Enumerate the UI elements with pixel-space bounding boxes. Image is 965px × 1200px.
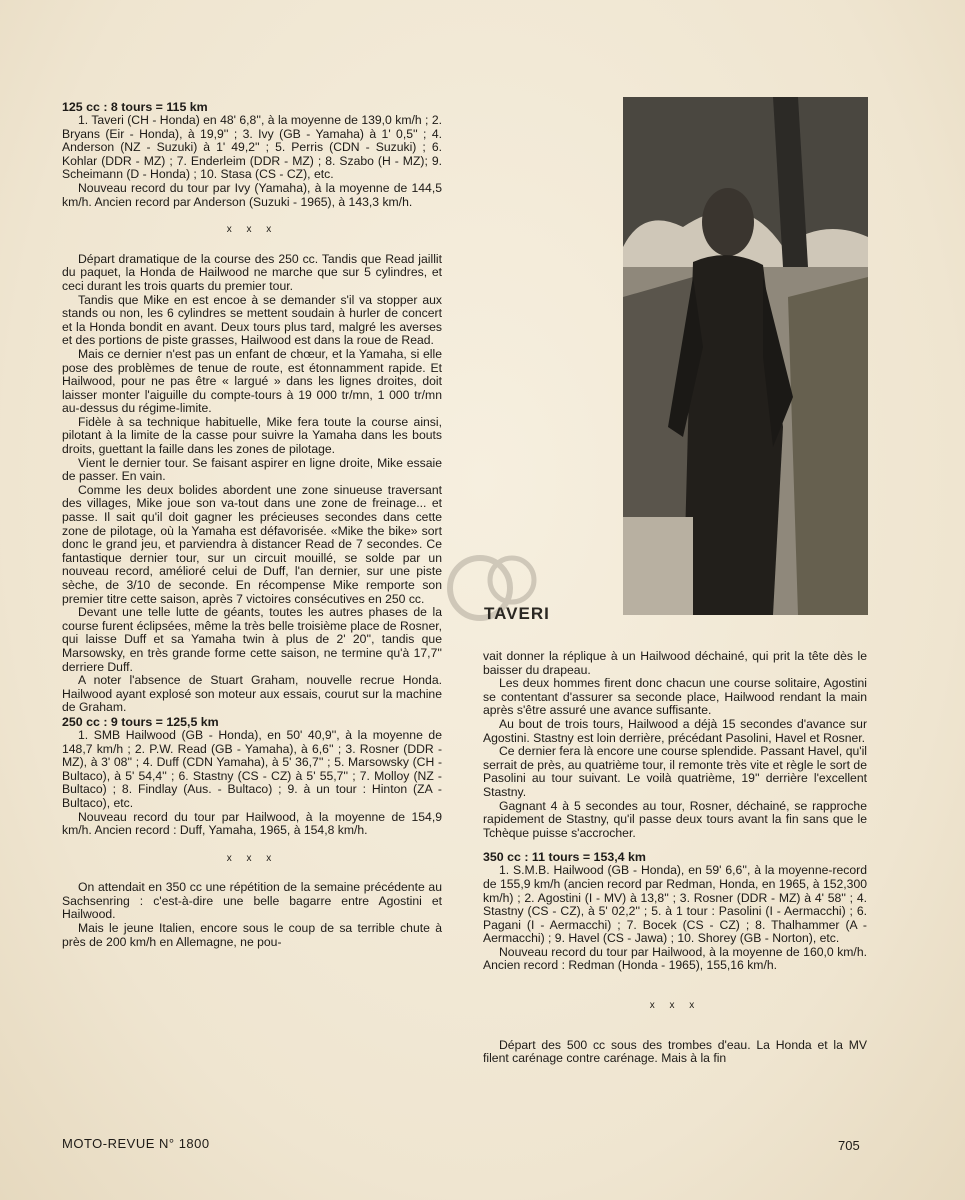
paragraph: Départ des 500 cc sous des trombes d'eau. La Honda et la MV filent carénage contre carénage. Mais à la fin bbox=[483, 1037, 867, 1066]
right-column bbox=[483, 650, 867, 1066]
record-125cc: Nouveau record du tour par Ivy (Yamaha), à la moyenne de 144,5 km/h. Ancien record par Anderson (Suzuki - 1965), à 143,3 km/h. bbox=[62, 180, 442, 209]
record-350cc: Nouveau record du tour par Hailwood, à la moyenne de 160,0 km/h. Ancien record : Redman (Honda - 1965), 155,16 km/h. bbox=[483, 944, 867, 973]
paragraph: vait donner la réplique à un Hailwood déchainé, qui prit la tête dès le baisser du drapeau. bbox=[483, 649, 867, 677]
results-250cc: 1. SMB Hailwood (GB - Honda), en 50' 40,9'', à la moyenne de 148,7 km/h ; 2. P.W. Read (GB - Yamaha), à 6,6'' ; 3. Rosner (DDR - MZ), à 3' 08'' ; 4. Duff (CDN Yamaha), à 5' 36,7'' ; 5. Marsowsky (CH - Bultaco), à 5' 54,4'' ; 6. Stastny (CS - CZ) à 5' 55,7'' ; 7. Molloy (NZ - Bultaco) ; 8. Findlay (Aus. - Bultaco) ; 9. à un tour : Hinton (ZA - Bultaco), etc. bbox=[62, 727, 442, 810]
results-350cc: 1. S.M.B. Hailwood (GB - Honda), en 59' 6,6'', à la moyenne-record de 155,9 km/h (ancien record par Redman, Honda, en 1965, à 152,300 km/h) ; 2. Agostini (I - MV) à 13,8'' ; 3. Rosner (DDR - MZ) à 4' 58'' ; 4. Stastny (CS - CZ), à 5' 02,2'' ; 5. à 1 tour : Pasolini (I - Aermacchi) ; 6. Pagani (I - Aermacchi) ; 7. Bocek (CS - CZ) ; 8. Thalhammer (A - Aermacchi) ; 9. Havel (CS - Jawa) ; 10. Shorey (GB - Norton), etc. bbox=[483, 863, 867, 946]
paragraph: Devant une telle lutte de géants, toutes les autres phases de la course furent éclipsées, même la très belle troisième place de Rosner, qui laisse Duff et sa Yamaha twin à plus de 2' 20'', tandis que Marsowsky, en très grande forme cette saison, ne termine qu'à 17,7'' derriere Duff. bbox=[62, 605, 442, 674]
paragraph: Mais ce dernier n'est pas un enfant de chœur, et la Yamaha, si elle pose des problèmes de tenue de route, est étonnamment rapide. Et Hailwood, pour ne pas être « largué » dans les lignes droites, doit laisser monter l'aiguille du compte-tours à 19 000 tr/mn, 1 000 tr/mn au-dessus du régime-limite. bbox=[62, 346, 442, 416]
heading-125cc: 125 cc : 8 tours = 115 km bbox=[62, 100, 208, 114]
photo-taveri bbox=[623, 97, 868, 615]
paragraph: A noter l'absence de Stuart Graham, nouvelle recrue Honda. Hailwood ayant explosé son moteur aux essais, courut sur la machine de Graham. bbox=[62, 673, 442, 715]
heading-250cc: 250 cc : 9 tours = 125,5 km bbox=[62, 714, 219, 729]
results-125cc: 1. Taveri (CH - Honda) en 48' 6,8'', à la moyenne de 139,0 km/h ; 2. Bryans (Eir - Honda), à 19,9'' ; 3. Ivy (GB - Yamaha) à 1' 0,5'' ; 4. Anderson (NZ - Suzuki) à 1' 49,2'' ; 5. Perris (CDN - Suzuki) ; 6. Kohlar (DDR - MZ) ; 7. Enderleim (DDR - MZ) ; 8. Szabo (H - MZ); 9. Scheimann (D - Honda) ; 10. Stasa (CS - CZ), etc. bbox=[62, 113, 442, 182]
paragraph: Tandis que Mike en est encoe à se demander s'il va stopper aux stands ou non, les 6 cylindres se mettent soudain à hurler de concert et la Honda bondit en avant. Deux tours plus tard, malgré les averses et des portions de piste grasses, Hailwood est dans la roue de Read. bbox=[62, 292, 442, 348]
record-250cc: Nouveau record du tour par Hailwood, à la moyenne de 154,9 km/h. Ancien record : Duff, Yamaha, 1965, à 154,8 km/h. bbox=[62, 809, 442, 838]
separator: x x x bbox=[649, 1000, 701, 1012]
paragraph: Comme les deux bolides abordent une zone sinueuse traversant des villages, Mike joue son va-tout dans une zone de freinage... et passe. Il sait qu'il doit gagner les précieuses secondes dans cette zone de pilotage, où la Yamaha est défavorisée. «Mike the bike» sort donc le grand jeu, et parviendra à distancer Read de 7 secondes. Ce fantastique dernier tour, sur un circuit mouillé, se solde par un nouveau record, amélioré celui de Duff, l'an dernier, sur une piste sèche, de 3/10 de seconde. En récompense Mike remporte son premier titre cette saison, après 7 victoires consécutives en 250 cc. bbox=[62, 482, 442, 606]
paragraph: Au bout de trois tours, Hailwood a déjà 15 secondes d'avance sur Agostini. Stastny est loin derrière, précédant Pasolini, Havel et Rosner. bbox=[483, 716, 867, 745]
paragraph: Ce dernier fera là encore une course splendide. Passant Havel, qu'il serrait de près, au quatrième tour, il remonte très vite et règle le sort de Pasolini au tour suivant. Le voilà quatrième, 19'' derrière l'excellent Stastny. bbox=[483, 744, 867, 799]
rider-photo-illustration bbox=[623, 97, 868, 615]
page-number: 705 bbox=[838, 1138, 860, 1153]
heading-350cc: 350 cc : 11 tours = 153,4 km bbox=[483, 850, 646, 865]
magazine-issue: MOTO-REVUE N° 1800 bbox=[62, 1136, 210, 1151]
left-column bbox=[62, 100, 442, 949]
paragraph: Gagnant 4 à 5 secondes au tour, Rosner, déchainé, se rapproche rapidement de Stastny, qu'il passe deux tours avant la fin sans que le Tchèque puisse s'accrocher. bbox=[483, 798, 867, 840]
paragraph: Vient le dernier tour. Se faisant aspirer en ligne droite, Mike essaie de passer. En vain. bbox=[62, 455, 442, 484]
paragraph: Les deux hommes firent donc chacun une course solitaire, Agostini se contentant d'assurer sa seconde place, Hailwood rendant la main après s'être assuré une avance suffisante. bbox=[483, 676, 867, 718]
paragraph: On attendait en 350 cc une répétition de la semaine précédente au Sachsenring : c'est-à-dire une belle bagarre entre Agostini et Hailwood. bbox=[62, 880, 442, 922]
separator: x x x bbox=[226, 852, 278, 864]
photo-caption: TAVERI bbox=[484, 604, 550, 623]
paragraph: Départ dramatique de la course des 250 cc. Tandis que Read jaillit du paquet, la Honda de Hailwood ne marche que sur 5 cylindres, et ceci durant les trois quarts du premier tour. bbox=[62, 251, 442, 293]
paragraph: Mais le jeune Italien, encore sous le coup de sa terrible chute à près de 200 km/h en Allemagne, ne pou- bbox=[62, 921, 442, 949]
separator: x x x bbox=[226, 224, 278, 236]
paragraph: Fidèle à sa technique habituelle, Mike fera toute la course ainsi, pilotant à la limite de la casse pour suivre la Yamaha dans les bouts droits, guettant la faille dans les zones de pilotage. bbox=[62, 414, 442, 457]
